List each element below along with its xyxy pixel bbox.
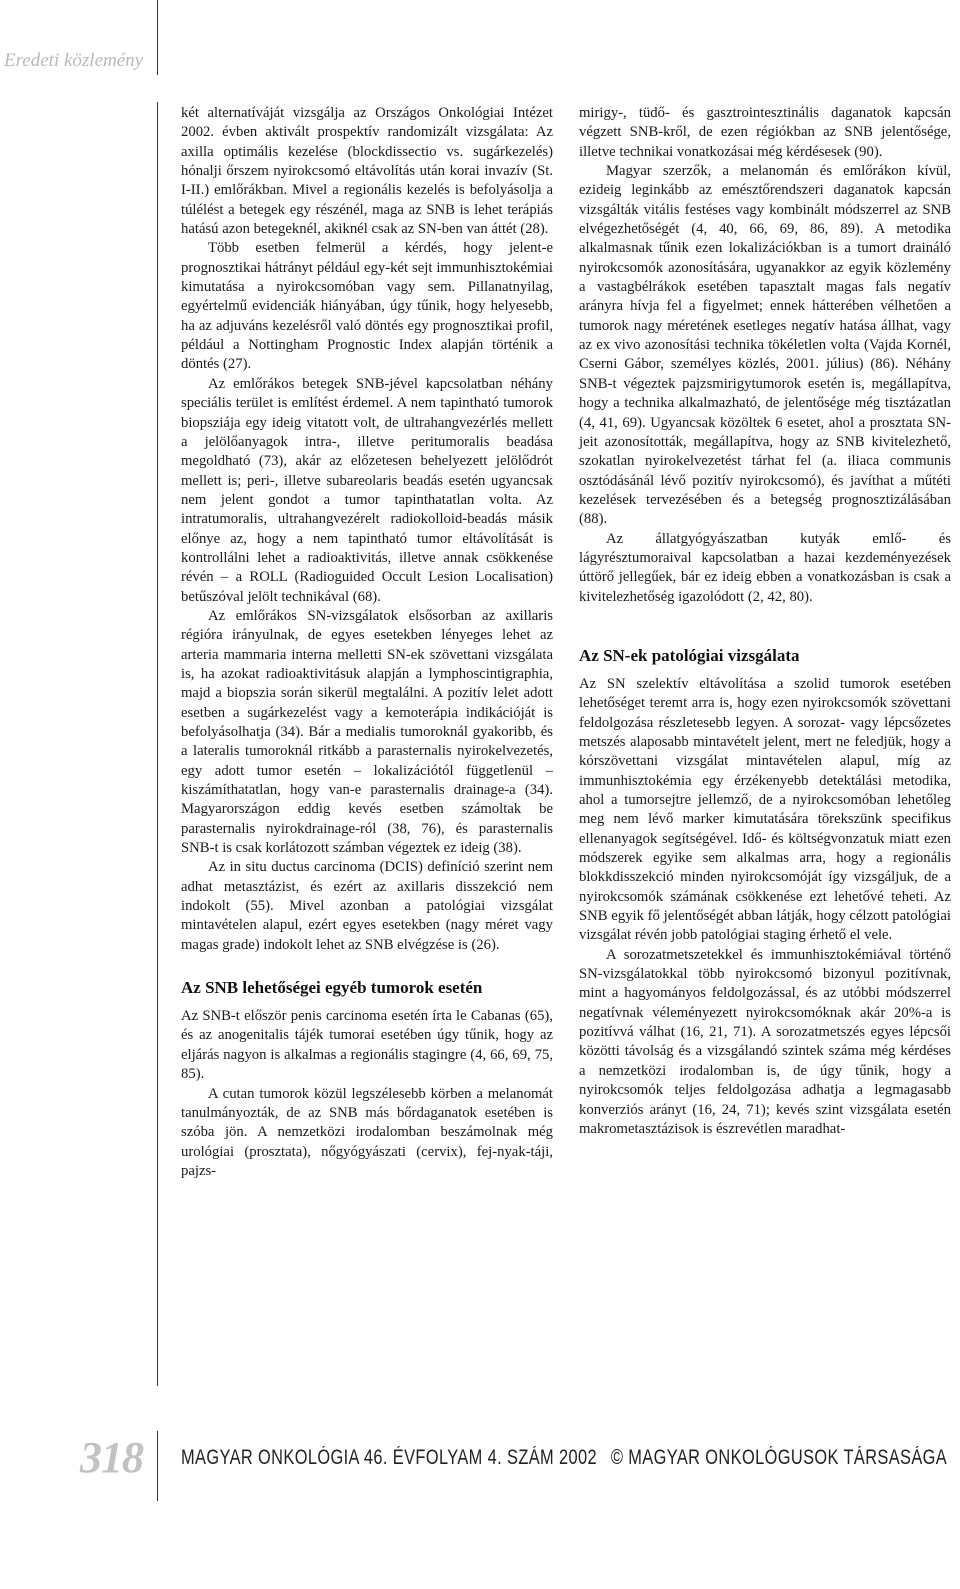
copyright-notice: © MAGYAR ONKOLÓGUSOK TÁRSASÁGA — [610, 1446, 947, 1469]
paragraph: Az SNB-t először penis carcinoma esetén írta le Cabanas (65), és az anogenitalis tájék tumorai esetében úgy tűnik, hogy az eljárás nagyon is alkalmas a regionális stagingre (4, 66, 69, 75, 85). — [181, 1008, 553, 1083]
paragraph: Az állatgyógyászatban kutyák emlő- és lágyrésztumoraival kapcsolatban a hazai kezdeményezések úttörő jellegűek, bár ez ideig ebben a vonatkozásban is csak a kivitelezhetőség igazolódott (2, 42, 80). — [579, 530, 951, 605]
paragraph: A sorozatmetszetekkel és immunhisztokémiával történő SN-vizsgálatokkal több nyirokcsomó bizonyul pozitívnak, mint a hagyományos feldolgozással, és az utóbbi módszerrel negatívnak véleményezett nyirokcsomóknak akár 20%-a is pozitívvá válhat (16, 21, 71). A sorozatmetszés egyes lépcsői közötti távolság és a vizsgálandó szintek száma még kérdéses a nemzetközi irodalomban is, de úgy tűnik, hogy a nyirokcsomók teljes feldolgozása adhatja a legmagasabb konverziós arányt (16, 24, 71); kevés szint vizsgálata esetén makrometasztázisok is észrevétlen maradhat- — [579, 946, 951, 1137]
journal-info: MAGYAR ONKOLÓGIA 46. ÉVFOLYAM 4. SZÁM 2002 — [181, 1446, 598, 1469]
margin-rule-top — [157, 0, 158, 75]
paragraph: A cutan tumorok közül legszélesebb körben a melanomát tanulmányozták, de az SNB más bőrdaganatok esetében is szóba jön. A nemzetközi irodalomban beszámolnak még urológiai (prosztata), nőgyógyászati (cervix), fej-nyak-táji, pajzs- — [181, 1085, 553, 1179]
margin-rule-bottom — [157, 1431, 158, 1501]
paragraph: Több esetben felmerül a kérdés, hogy jelent-e prognosztikai hátrányt például egy-két sejt immunhisztokémiai kimutatása a nyirokcsomóban vagy sem. Pillanatnyilag, egyértelmű evidenciák hiányában, úgy tűnik, hogy helyesebb, ha az adjuváns kezelésről való döntés egy prognosztikai profil, például a Nottingham Prognostic Index alapján történik a döntés (27). — [181, 240, 553, 373]
page-number: 318 — [80, 1433, 143, 1482]
paragraph: Magyar szerzők, a melanomán és emlőrákon kívül, ezideig leginkább az emésztőrendszeri daganatok kapcsán vizsgálták vitális festéses vagy kombinált módszerrel az SNB elvégezhetőségét (4, 40, 66, 69, 86, 89). A metodika alkalmasnak tűnik ezen lokalizációkban is a tumort draináló nyirokcsomók azonosítására, ugyanakkor az egyik közlemény a vastagbélrákok esetében tapasztalt magas fals negatív arányra hívja fel a figyelmet; ennek hátterében vélhetően a tumorok nagy méretének esetleges negatív hatása állhat, vagy az ex vivo azonosítási technika tökéletlen volta (Vajda Kornél, Cserni Gábor, személyes közlés, 2001. július) (86). Néhány SNB-t végeztek pajzsmirigytumorok esetén is, megállapítva, hogy a technika alkalmazható, de jelentősége még tisztázatlan (4, 41, 69). Ugyancsak közöltek 6 esetet, ahol a prosztata SN-jeit azonosították, megállapítva, hogy az SNB kivitelezhető, szokatlan nyirokelvezetést tárhat fel (a. iliaca communis osztódásánál lévő pozitív nyirokcsomó), és javíthat a műtéti kezelések tervezésében és a betegség prognosztizálásában (88). — [579, 163, 951, 528]
paragraph: Az emlőrákos betegek SNB-jével kapcsolatban néhány speciális terület is említést érdemel. A nem tapintható tumorok biopsziája egy ideig vitatott volt, de ultrahangvezérlés mellett a jelölőanyagok intra-, illetve peritumoralis beadása megoldható (73), akár az előzetesen behelyezett jelölődrót mellett is; peri-, illetve subareolaris beadás esetén ugyancsak nem jelent gondot a tumor tapinthatatlan volta. Az intratumoralis, ultrahangvezérelt radiokolloid-beadás másik előnye az, hogy a nem tapintható tumor eltávolítását is kontrollálni lehet a radioaktivitás, illetve annak csökkenése révén – a ROLL (Radioguided Occult Lesion Localisation) betűszóval jelölt technikával (68). — [181, 375, 553, 605]
paragraph: két alternatíváját vizsgálja az Országos Onkológiai Intézet 2002. évben aktivált prospektív randomizált vizsgálata: Az axilla optimális kezelése (blockdissectio vs. sugárkezelés) hónalji őrszem nyirokcsomó eltávolítás után korai invazív (St. I-II.) emlőrákban. Mivel a regionális kezelés is befolyásolja a túlélést a betegek egy részénél, maga az SNB is lehet terápiás hatású azon betegeknél, akiknél csak az SN-ben van áttét (28). — [181, 105, 553, 238]
right-column — [579, 104, 951, 1139]
paragraph: mirigy-, tüdő- és gasztrointesztinális daganatok kapcsán végzett SNB-kről, de ezen régiókban az SNB jelentősége, illetve technikai vonatkozásai még kérdésesek (90). — [579, 105, 951, 160]
section-heading: Az SNB lehetőségei egyéb tumorok esetén — [181, 978, 483, 998]
section-label: Eredeti közlemény — [4, 50, 144, 71]
section-heading: Az SN-ek patológiai vizsgálata — [579, 645, 800, 665]
paragraph: Az emlőrákos SN-vizsgálatok elsősorban az axillaris régióra irányulnak, de egyes esetekben lényeges lehet az arteria mammaria interna melletti SN-ek szövettani vizsgálata is, ha azokat radioaktivitásuk alapján a lymphoscintigraphia, majd a biopszia során sikerül megtalálni. A pozitív lelet adott esetben a sugárkezelést vagy a kemoterápia indikációját is befolyásolhatja (34). Bár a medialis tumoroknál gyakoribb, és a lateralis tumoroknál ritkább a parasternalis nyirokelvezetés, egy adott tumor esetén – lokalizációtól függetlenül – kiszámíthatatlan, hogy van-e parasternalis drainage-a (34). Magyarországon eddig kevés esetben számoltak be parasternalis nyirokdrainage-ról (38, 76), és parasternalis SNB-t is csak korlátozott számban végeztek ez ideig (38). — [181, 607, 553, 857]
paragraph: Az SN szelektív eltávolítása a szolid tumorok esetében lehetőséget teremt arra is, hogy ezen nyirokcsomók szövettani feldolgozása részletesebb legyen. A sorozat- vagy lépcsőzetes metszés alaposabb mintavételt jelent, mert ne feledjük, hogy a kórszövettani vizsgálat mintavételen alapul, míg az immunhisztokémia egy érzékenyebb detektálási metodika, ahol a tumorsejtre jellemző, de a nyirokcsomóban lehetőleg meg nem lévő marker kimutatására törekszünk specifikus ellenanyagok segítségével. Idő- és költségvonzatuk miatt ezen módszerek egyike sem alkalmas arra, hogy a regionális blokkdisszekció minden nyirokcsomóját így vizsgáljuk, de a nyirokcsomók számának csökkenése ezt lehetővé teheti. Az SNB egyik fő jelentőségét abban látják, hogy célzott patológiai vizsgálat révén jobb patológiai staging érhető el vele. — [579, 675, 951, 944]
paragraph: Az in situ ductus carcinoma (DCIS) definíció szerint nem adhat metasztázist, és ezért az axillaris disszekció nem indokolt (55). Mivel azonban a patológiai vizsgálat mintavételen alapul, ezért egyes esetekben (nagy méret vagy magas grade) indokolt lehet az SNB elvégzése is (26). — [181, 859, 553, 953]
left-column — [181, 104, 553, 1181]
margin-rule — [157, 102, 158, 1386]
